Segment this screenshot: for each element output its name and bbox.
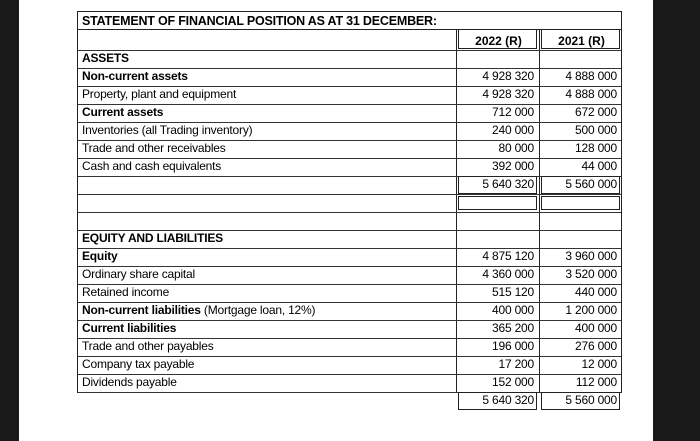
row-label: Retained income: [82, 285, 170, 299]
row-label: ASSETS: [82, 51, 129, 65]
header-box-2021: [541, 29, 620, 49]
row-label: Cash and cash equivalents: [82, 159, 222, 173]
value-2022: 712 000: [492, 105, 534, 119]
table-row: [78, 374, 621, 392]
table-row: [78, 356, 621, 374]
value-2022: 5 640 320: [482, 393, 534, 407]
value-2022: 400 000: [492, 303, 534, 317]
value-2022: 365 200: [492, 321, 534, 335]
table-row: [78, 266, 621, 284]
right-dark-margin: [653, 0, 700, 441]
value-2022: 80 000: [498, 141, 534, 155]
value-2021: 276 000: [575, 339, 617, 353]
spacer-box-2021: [541, 196, 620, 210]
table-row: [78, 140, 621, 158]
value-2021: 112 000: [575, 375, 617, 389]
value-2022: 4 875 120: [482, 249, 534, 263]
row-label: Dividends payable: [82, 375, 177, 389]
value-2022: 515 120: [492, 285, 534, 299]
value-2021: 1 200 000: [565, 303, 617, 317]
row-label: Company tax payable: [82, 357, 195, 371]
total-assets-row: [78, 176, 621, 194]
value-2021: 44 000: [581, 159, 617, 173]
row-label: Trade and other receivables: [82, 141, 226, 155]
header-box-2022: [458, 29, 537, 49]
row-label: Inventories (all Trading inventory): [82, 123, 253, 137]
value-2022: 5 640 320: [482, 177, 534, 191]
table-row: [78, 284, 621, 302]
row-label: Current assets: [82, 105, 164, 119]
row-label: Property, plant and equipment: [82, 87, 237, 101]
table-row: [78, 302, 621, 320]
value-2021: 3 960 000: [565, 249, 617, 263]
statement-title: STATEMENT OF FINANCIAL POSITION AS AT 31 DECEMBER:: [82, 14, 437, 28]
value-2022: 17 200: [498, 357, 534, 371]
row-label: Non-current assets: [82, 69, 188, 83]
financial-position-table: [77, 11, 622, 407]
row-label: Ordinary share capital: [82, 267, 195, 281]
row-label: Current liabilities: [82, 321, 177, 335]
value-2021: 4 888 000: [565, 69, 617, 83]
table-row: [78, 86, 621, 104]
value-2021: 4 888 000: [565, 87, 617, 101]
table-row: [78, 122, 621, 140]
value-2021: 672 000: [575, 105, 617, 119]
value-2022: 4 360 000: [482, 267, 534, 281]
value-2021: 440 000: [575, 285, 617, 299]
row-label: Non-current liabilities (Mortgage loan, 12%): [82, 303, 316, 317]
table-row: [78, 320, 621, 338]
section-heading-equity: [78, 230, 621, 248]
value-2021: 3 520 000: [565, 267, 617, 281]
table-row: [78, 104, 621, 122]
row-label: Trade and other payables: [82, 339, 214, 353]
row-divider: [78, 194, 621, 195]
value-2021: 12 000: [581, 357, 617, 371]
row-label: EQUITY AND LIABILITIES: [82, 231, 223, 245]
column-header-2022: 2022 (R): [475, 34, 522, 48]
row-label-suffix: (Mortgage loan, 12%): [200, 303, 316, 317]
value-2021: 128 000: [575, 141, 617, 155]
table-row: [78, 248, 621, 266]
table-row: [78, 158, 621, 176]
value-2021: 5 560 000: [565, 177, 617, 191]
value-2022: 240 000: [492, 123, 534, 137]
column-header-2021: 2021 (R): [558, 34, 605, 48]
value-2022: 392 000: [492, 159, 534, 173]
table-row: [78, 338, 621, 356]
value-2022: 4 928 320: [482, 87, 534, 101]
total-equity-liabilities-row: [78, 392, 621, 410]
left-dark-margin: [0, 0, 19, 441]
row-label: Equity: [82, 249, 118, 263]
section-heading-assets: [78, 50, 621, 68]
row-divider: [78, 212, 621, 213]
value-2022: 196 000: [492, 339, 534, 353]
value-2022: 4 928 320: [482, 69, 534, 83]
value-2021: 5 560 000: [565, 393, 617, 407]
value-2021: 500 000: [575, 123, 617, 137]
value-2021: 400 000: [575, 321, 617, 335]
spacer-box-2022: [458, 196, 537, 210]
table-row: [78, 68, 621, 86]
value-2022: 152 000: [492, 375, 534, 389]
